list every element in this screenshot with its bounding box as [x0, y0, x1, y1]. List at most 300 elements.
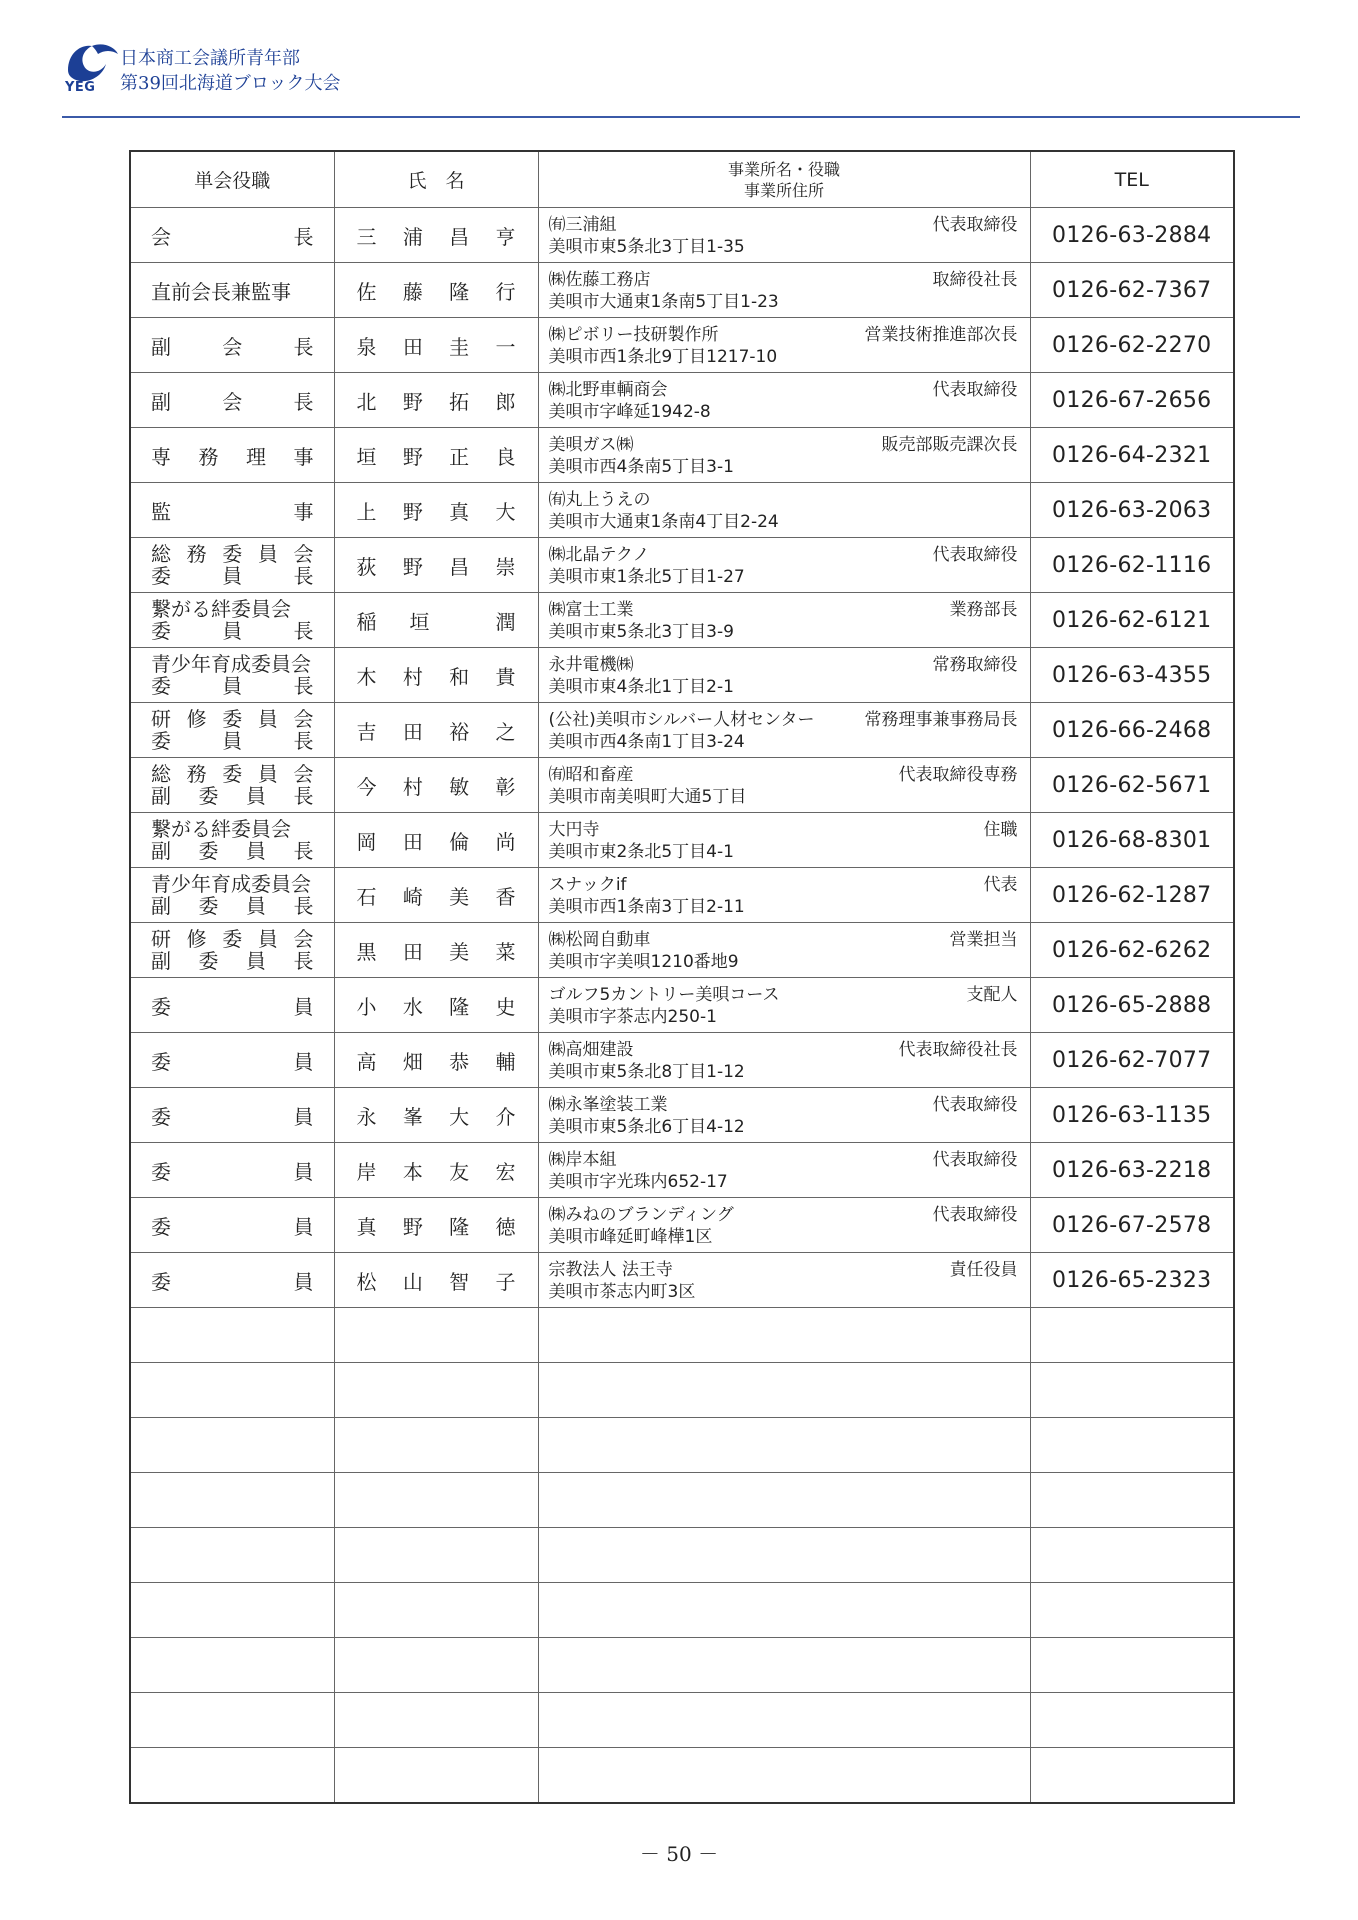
company-address: 美唄市字茶志内250-1 — [548, 1007, 717, 1027]
position-title: 代表取締役 — [932, 1095, 1018, 1115]
company-name: ㈲昭和畜産 — [548, 765, 634, 785]
company-name: 宗教法人 法王寺 — [548, 1260, 673, 1280]
business-cell — [539, 758, 1030, 812]
business-cell — [539, 703, 1030, 757]
char: 委 — [151, 619, 171, 643]
role-cell — [131, 428, 334, 482]
table-row — [130, 1033, 1234, 1088]
member-roster-table — [129, 150, 1235, 1804]
char: 真 — [356, 1214, 377, 1239]
position-title: 取締役社長 — [932, 270, 1018, 290]
role-cell — [131, 868, 334, 922]
phone-number: 0126-66-2468 — [1030, 703, 1234, 758]
char: 監 — [151, 499, 171, 524]
table-row — [130, 483, 1234, 538]
position-title: 常務取締役 — [932, 655, 1018, 675]
char: 副 — [151, 894, 171, 918]
char: 高 — [356, 1049, 377, 1074]
business-cell — [539, 593, 1030, 647]
empty-row — [130, 1528, 1234, 1583]
member-name — [335, 1033, 538, 1087]
business-cell — [539, 428, 1030, 482]
char: 長 — [293, 334, 314, 359]
char: 青少年育成委員会 — [151, 872, 311, 896]
member-name — [335, 758, 538, 812]
char: 長 — [293, 839, 314, 863]
role-cell — [131, 978, 334, 1032]
role-line — [151, 543, 314, 565]
char: 畑 — [402, 1049, 423, 1074]
position-title: 代表取締役 — [932, 545, 1018, 565]
member-name — [335, 208, 538, 262]
char: 理 — [246, 444, 266, 469]
position-title: 代表取締役 — [932, 380, 1018, 400]
char: 尚 — [495, 829, 516, 854]
business-cell — [539, 868, 1030, 922]
char: 長 — [293, 729, 314, 753]
char: 裕 — [449, 719, 470, 744]
char: 泉 — [356, 334, 377, 359]
char: 之 — [495, 719, 516, 744]
position-title: 代表取締役社長 — [898, 1040, 1018, 1060]
char: 長 — [293, 389, 314, 414]
phone-number: 0126-68-8301 — [1030, 813, 1234, 868]
table-row — [130, 1088, 1234, 1143]
char: 総 — [151, 542, 171, 566]
member-name — [335, 648, 538, 702]
role-cell — [131, 703, 334, 757]
position-title: 営業技術推進部次長 — [864, 325, 1018, 345]
table-row — [130, 318, 1234, 373]
header-divider — [62, 116, 1300, 118]
member-name — [335, 538, 538, 592]
table-row — [130, 373, 1234, 428]
member-name — [335, 1198, 538, 1252]
company-name: 大円寺 — [548, 820, 600, 840]
char: 一 — [495, 334, 516, 359]
char: 員 — [246, 839, 266, 863]
role-cell — [131, 208, 334, 262]
char: 修 — [186, 707, 207, 731]
company-address: 美唄市茶志内町3区 — [548, 1282, 696, 1302]
company-address: 美唄市東5条北3丁目1-35 — [548, 237, 745, 257]
company-name: ㈱松岡自動車 — [548, 930, 651, 950]
char: 副 — [151, 389, 171, 414]
char: 垣 — [409, 609, 430, 634]
char: 峯 — [402, 1104, 423, 1129]
char: 委 — [151, 1159, 171, 1184]
char: 真 — [449, 499, 470, 524]
char: 松 — [356, 1269, 377, 1294]
char: 員 — [257, 762, 278, 786]
role-line — [151, 950, 314, 972]
phone-number: 0126-65-2323 — [1030, 1253, 1234, 1308]
char: 研 — [151, 927, 171, 951]
char: 崎 — [402, 884, 423, 909]
char: 隆 — [449, 1214, 470, 1239]
char: 野 — [402, 499, 423, 524]
business-cell — [539, 318, 1030, 372]
company-name: ㈱高畑建設 — [548, 1040, 634, 1060]
char: 香 — [495, 884, 516, 909]
member-name — [335, 1143, 538, 1197]
char: 浦 — [402, 224, 423, 249]
char: 委 — [222, 707, 243, 731]
phone-number: 0126-67-2578 — [1030, 1198, 1234, 1253]
char: 友 — [449, 1159, 470, 1184]
business-cell — [539, 483, 1030, 537]
yeg-logo — [62, 40, 122, 96]
company-name: ㈱ピボリー技研製作所 — [548, 325, 719, 345]
member-name — [335, 703, 538, 757]
yeg-wave-icon — [62, 40, 122, 84]
business-cell — [539, 1198, 1030, 1252]
role-cell — [131, 1253, 334, 1307]
role-cell — [131, 758, 334, 812]
phone-number: 0126-65-2888 — [1030, 978, 1234, 1033]
position-title: 代表取締役 — [932, 1205, 1018, 1225]
phone-number: 0126-67-2656 — [1030, 373, 1234, 428]
role-line — [151, 730, 314, 752]
company-address: 美唄市大通東1条南4丁目2-24 — [548, 512, 779, 532]
char: 垣 — [356, 444, 377, 469]
position-title: 代表 — [983, 875, 1018, 895]
role-line — [151, 785, 314, 807]
table-row — [130, 538, 1234, 593]
col-header-tel: TEL — [1030, 151, 1234, 208]
role-cell — [131, 373, 334, 427]
char: 員 — [293, 1159, 314, 1184]
table-row — [130, 1253, 1234, 1308]
char: 和 — [449, 664, 470, 689]
char: 長 — [293, 619, 314, 643]
char: 副 — [151, 839, 171, 863]
role-line — [151, 840, 314, 862]
char: 恭 — [449, 1049, 470, 1074]
char: 介 — [495, 1104, 516, 1129]
char: 稲 — [356, 609, 377, 634]
char: 員 — [257, 707, 278, 731]
role-line — [151, 653, 314, 675]
business-cell — [539, 923, 1030, 977]
business-cell — [539, 978, 1030, 1032]
page-number: － 50 － — [639, 1842, 719, 1866]
org-line-2: 第39回北海道ブロック大会 — [120, 73, 341, 94]
char: 今 — [356, 774, 377, 799]
char: 員 — [246, 894, 266, 918]
member-name — [335, 593, 538, 647]
table-header-row — [130, 151, 1234, 208]
phone-number: 0126-62-1116 — [1030, 538, 1234, 593]
char: 三 — [356, 224, 377, 249]
role-line — [151, 565, 314, 587]
char: 長 — [293, 674, 314, 698]
char: 員 — [246, 949, 266, 973]
char: 務 — [186, 762, 207, 786]
page-header — [62, 40, 1300, 120]
member-name — [335, 1253, 538, 1307]
char: 黒 — [356, 939, 377, 964]
char: 水 — [402, 994, 423, 1019]
char: 野 — [402, 554, 423, 579]
char: 隆 — [449, 279, 470, 304]
table-row — [130, 758, 1234, 813]
char: 委 — [151, 1214, 171, 1239]
char: 菜 — [495, 939, 516, 964]
char: 貴 — [495, 664, 516, 689]
role-cell — [131, 923, 334, 977]
role-cell — [131, 263, 334, 317]
char: 会 — [222, 334, 243, 359]
position-title: 住職 — [983, 820, 1018, 840]
business-cell — [539, 648, 1030, 702]
char: 委 — [222, 542, 243, 566]
role-cell — [131, 813, 334, 867]
company-name: ㈱永峯塗装工業 — [548, 1095, 668, 1115]
business-cell — [539, 1033, 1030, 1087]
member-name — [335, 923, 538, 977]
company-name: ㈱北晶テクノ — [548, 545, 650, 565]
char: 北 — [356, 389, 377, 414]
role-line — [151, 675, 314, 697]
char: 田 — [402, 939, 423, 964]
member-name — [335, 1088, 538, 1142]
company-name: ㈱北野車輌商会 — [548, 380, 668, 400]
role-line — [151, 598, 314, 620]
member-name — [335, 868, 538, 922]
empty-row — [130, 1308, 1234, 1363]
position-title: 業務部長 — [949, 600, 1018, 620]
char: 郎 — [495, 389, 516, 414]
char: 員 — [293, 1269, 314, 1294]
char: 務 — [198, 444, 219, 469]
role-cell — [131, 1198, 334, 1252]
char: 拓 — [449, 389, 470, 414]
position-title: 営業担当 — [949, 930, 1018, 950]
company-name: 永井電機㈱ — [548, 655, 634, 675]
char: 徳 — [495, 1214, 516, 1239]
char: 会 — [293, 542, 314, 566]
char: 務 — [186, 542, 207, 566]
char: 倫 — [449, 829, 470, 854]
member-name — [335, 483, 538, 537]
col-header-role: 単会役職 — [130, 151, 334, 208]
char: 修 — [186, 927, 207, 951]
role-line — [151, 708, 314, 730]
role-line — [151, 620, 314, 642]
member-name — [335, 373, 538, 427]
table-row — [130, 703, 1234, 758]
role-cell — [131, 538, 334, 592]
company-name: (公社)美唄市シルバー人材センター — [548, 710, 815, 730]
role-cell — [131, 593, 334, 647]
role-cell — [131, 483, 334, 537]
char: 委 — [198, 894, 219, 918]
char: 長 — [293, 894, 314, 918]
company-address: 美唄市字光珠内652-17 — [548, 1172, 728, 1192]
char: 員 — [222, 674, 243, 698]
char: 員 — [222, 729, 243, 753]
char: 子 — [495, 1269, 516, 1294]
char: 敏 — [449, 774, 470, 799]
business-cell — [539, 1253, 1030, 1307]
position-title: 代表取締役 — [932, 215, 1018, 235]
char: 員 — [293, 1049, 314, 1074]
char: 吉 — [356, 719, 377, 744]
char: 研 — [151, 707, 171, 731]
business-cell — [539, 1143, 1030, 1197]
char: 員 — [293, 1214, 314, 1239]
phone-number: 0126-62-5671 — [1030, 758, 1234, 813]
char: 委 — [151, 674, 171, 698]
char: 彰 — [495, 774, 516, 799]
company-name: ㈲三浦組 — [548, 215, 617, 235]
company-address: 美唄市西4条南5丁目3-1 — [548, 457, 734, 477]
char: 専 — [151, 444, 171, 469]
empty-row — [130, 1748, 1234, 1804]
char: 員 — [257, 542, 278, 566]
member-name — [335, 318, 538, 372]
position-title: 代表取締役 — [932, 1150, 1018, 1170]
table-row — [130, 593, 1234, 648]
company-name: ㈲丸上うえの — [548, 490, 651, 510]
char: 野 — [402, 444, 423, 469]
char: 智 — [449, 1269, 470, 1294]
char: 藤 — [402, 279, 423, 304]
role-cell — [131, 1033, 334, 1087]
table-row — [130, 263, 1234, 318]
business-cell — [539, 538, 1030, 592]
position-title: 販売部販売課次長 — [881, 435, 1018, 455]
char: 昌 — [449, 224, 470, 249]
company-name: ㈱富士工業 — [548, 600, 634, 620]
char: 潤 — [495, 609, 516, 634]
char: 大 — [449, 1104, 470, 1129]
char: 小 — [356, 994, 377, 1019]
company-address: 美唄市西1条南3丁目2-11 — [548, 897, 745, 917]
company-address: 美唄市東1条北5丁目1-27 — [548, 567, 745, 587]
col-header-name: 氏 名 — [334, 151, 538, 208]
char: 隆 — [449, 994, 470, 1019]
phone-number: 0126-63-1135 — [1030, 1088, 1234, 1143]
company-name: ゴルフ5カントリー美唄コース — [548, 985, 780, 1005]
char: 会 — [293, 927, 314, 951]
company-address: 美唄市西1条北9丁目1217-10 — [548, 347, 778, 367]
char: 正 — [449, 444, 470, 469]
char: 委 — [151, 1269, 171, 1294]
company-address: 美唄市大通東1条南5丁目1-23 — [548, 292, 779, 312]
empty-row — [130, 1473, 1234, 1528]
phone-number: 0126-62-7367 — [1030, 263, 1234, 318]
business-cell — [539, 1088, 1030, 1142]
char: 委 — [151, 994, 171, 1019]
char: 美 — [449, 939, 470, 964]
char: 員 — [257, 927, 278, 951]
company-address: 美唄市東2条北5丁目4-1 — [548, 842, 734, 862]
role-cell — [131, 318, 334, 372]
char: 永 — [356, 1104, 377, 1129]
member-name — [335, 813, 538, 867]
char: 委 — [151, 729, 171, 753]
char: 会 — [222, 389, 243, 414]
role-cell — [131, 1143, 334, 1197]
char: 圭 — [449, 334, 470, 359]
company-address: 美唄市東4条北1丁目2-1 — [548, 677, 734, 697]
char: 委 — [222, 927, 243, 951]
char: 岡 — [356, 829, 377, 854]
char: 行 — [495, 279, 516, 304]
company-address: 美唄市西4条南1丁目3-24 — [548, 732, 745, 752]
char: 石 — [356, 884, 377, 909]
char: 上 — [356, 499, 377, 524]
char: 員 — [293, 994, 314, 1019]
logo-text: YEG — [65, 80, 96, 95]
role-cell — [131, 1088, 334, 1142]
col-header-business-name: 事業所名・役職 — [727, 159, 840, 179]
char: 史 — [495, 994, 516, 1019]
role-line — [151, 818, 314, 840]
company-name: ㈱佐藤工務店 — [548, 270, 651, 290]
position-title: 支配人 — [966, 985, 1018, 1005]
position-title: 責任役員 — [949, 1260, 1018, 1280]
char: 副 — [151, 784, 171, 808]
char: 昌 — [449, 554, 470, 579]
char: 員 — [222, 564, 243, 588]
col-header-business — [538, 151, 1030, 208]
col-header-business-address: 事業所住所 — [743, 180, 824, 200]
char: 村 — [402, 774, 423, 799]
char: 会 — [293, 762, 314, 786]
char: 良 — [495, 444, 516, 469]
char: 事 — [293, 444, 314, 469]
phone-number: 0126-62-7077 — [1030, 1033, 1234, 1088]
char: 野 — [402, 1214, 423, 1239]
char: 会 — [151, 224, 171, 249]
char: 委 — [222, 762, 243, 786]
company-address: 美唄市東5条北3丁目3-9 — [548, 622, 734, 642]
char: 山 — [402, 1269, 423, 1294]
phone-number: 0126-62-2270 — [1030, 318, 1234, 373]
char: 亨 — [495, 224, 516, 249]
char: 岸 — [356, 1159, 377, 1184]
char: 宏 — [495, 1159, 516, 1184]
company-name: ㈱みねのブランディング — [548, 1205, 734, 1225]
table-row — [130, 1143, 1234, 1198]
char: 委 — [198, 839, 219, 863]
table-row — [130, 813, 1234, 868]
table-row — [130, 648, 1234, 703]
char: 直前会長兼監事 — [151, 279, 291, 304]
position-title: 常務理事兼事務局長 — [864, 710, 1018, 730]
char: 佐 — [356, 279, 377, 304]
char: 副 — [151, 334, 171, 359]
company-address: 美唄市南美唄町大通5丁目 — [548, 787, 747, 807]
empty-row — [130, 1363, 1234, 1418]
phone-number: 0126-63-2063 — [1030, 483, 1234, 538]
empty-row — [130, 1583, 1234, 1638]
char: 委 — [151, 1049, 171, 1074]
business-cell — [539, 813, 1030, 867]
char: 長 — [293, 784, 314, 808]
business-cell — [539, 263, 1030, 317]
char: 委 — [151, 1104, 171, 1129]
empty-row — [130, 1638, 1234, 1693]
char: 委 — [151, 564, 171, 588]
char: 長 — [293, 564, 314, 588]
table-row — [130, 208, 1234, 263]
phone-number: 0126-63-2884 — [1030, 208, 1234, 263]
char: 村 — [402, 664, 423, 689]
